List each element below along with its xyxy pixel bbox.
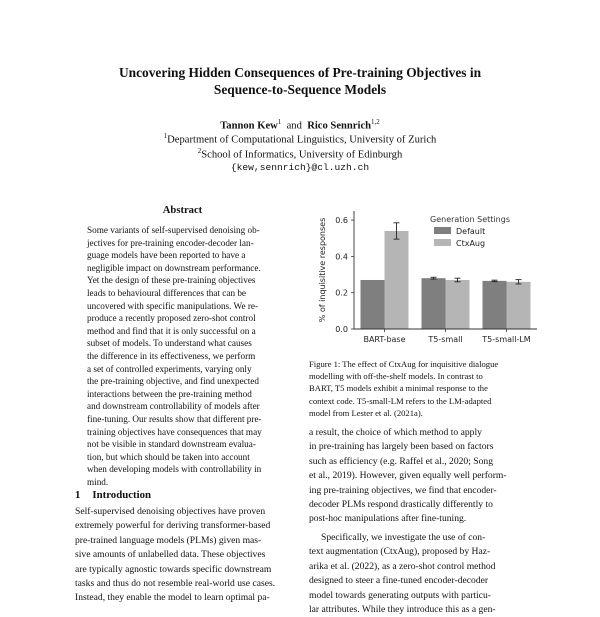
text-line: such as efficiency (e.g. Raffel et al., 2020; Song xyxy=(309,455,494,467)
text-line: jectives for pre-training encoder-decoder lan- xyxy=(87,237,254,248)
author-conjunction: and xyxy=(286,120,302,132)
text-line: and downstream controllability of models after xyxy=(87,401,260,412)
text-line: lar attributes. While they introduce this as a gen- xyxy=(309,604,496,616)
bar-default-t5-small-lm xyxy=(483,281,507,329)
text-line: training objectives have consequences that may xyxy=(87,426,262,437)
text-line: ing pre-training objectives, we find that encoder- xyxy=(309,484,497,496)
text-line: a set of controlled experiments, varying only xyxy=(87,363,252,374)
text-line: interactions between the pre-training method xyxy=(87,388,252,399)
figure-1-caption xyxy=(309,358,531,419)
bar-ctxaug-bart-base xyxy=(385,231,409,329)
text-line: guage models have been reported to have a xyxy=(87,250,246,261)
x-tick-label: BART-base xyxy=(363,335,406,344)
right-column-paragraph-1 xyxy=(309,426,531,527)
y-tick-label: 0.0 xyxy=(335,325,348,334)
text-line: model from Lester et al. (2021a). xyxy=(309,407,423,418)
text-line: context code. T5-small-LM refers to the LM-adapted xyxy=(309,395,492,406)
affil-text: Department of Computational Linguistics, University of Zurich xyxy=(167,134,437,146)
text-line: text augmentation (CtxAug), proposed by Haz- xyxy=(309,546,491,558)
text-line: et al., 2019). However, given equally well perform- xyxy=(309,470,507,482)
text-line: produce a recently proposed zero-shot control xyxy=(87,313,256,324)
text-line: tion, but which should be taken into account xyxy=(87,451,250,462)
text-line: decoder PLMs respond drastically differently to xyxy=(309,499,493,511)
text-line: fine-tuning. Our results show that different pre- xyxy=(87,413,262,424)
text-line: Instead, they enable the model to learn optimal pa- xyxy=(75,592,270,604)
text-line: in pre-training has largely been based on factors xyxy=(309,441,494,453)
text-line: a result, the choice of which method to apply xyxy=(309,427,482,438)
text-line: designed to steer a fine-tuned encoder-decoder xyxy=(309,575,489,587)
paper-title-line-2: Sequence-to-Sequence Models xyxy=(213,82,387,97)
abstract-body xyxy=(87,224,275,488)
legend-swatch-default xyxy=(434,227,451,234)
bar-ctxaug-t5-small xyxy=(446,280,470,329)
affil-mark: 1 xyxy=(163,132,168,140)
text-line: post-hoc manipulations after fine-tuning. xyxy=(309,513,467,525)
author-affil-mark: 1,2 xyxy=(371,118,380,126)
introduction-text xyxy=(75,505,297,606)
text-line: method and find that it is only successful on a xyxy=(87,325,256,336)
y-tick-label: 0.2 xyxy=(335,288,348,298)
text-line: Yet the design of these pre-training objectives xyxy=(87,275,256,286)
figure-1-chart xyxy=(309,208,539,356)
text-line: mind. xyxy=(87,476,109,487)
text-line: modelling with off-the-shelf models. In contrast to xyxy=(309,371,483,382)
text-line: uncovered with specific manipulations. We re- xyxy=(87,300,259,311)
text-line: not be visible in standard downstream evalua- xyxy=(87,439,256,450)
legend-title: Generation Settings xyxy=(430,215,510,224)
text-line: negligible impact on downstream performance. xyxy=(87,262,261,273)
right-column-paragraph-2 xyxy=(309,531,531,617)
paper-title-line-1: Uncovering Hidden Consequences of Pre-training Objectives in xyxy=(118,65,482,80)
affiliation-2 xyxy=(0,145,600,162)
text-line: the difference in its effectiveness, we perform xyxy=(87,350,256,361)
author-name: Tannon Kew xyxy=(220,120,278,132)
text-line: Some variants of self-supervised denoising ob- xyxy=(87,225,260,235)
text-line: Figure 1: The effect of CtxAug for inquisitive dialogue xyxy=(309,359,499,369)
legend-label-ctxaug: CtxAug xyxy=(456,239,486,248)
text-line: leads to behavioural differences that can be xyxy=(87,287,247,298)
text-line: Self-supervised denoising objectives have proven xyxy=(75,506,266,517)
text-line: sive amounts of unlabelled data. These objectives xyxy=(75,549,266,561)
text-line: pre-trained language models (PLMs) given mas- xyxy=(75,534,262,546)
affil-text: School of Informatics, University of Edinburgh xyxy=(201,149,403,161)
abstract-heading: Abstract xyxy=(162,205,203,216)
text-line: BART, T5 models exhibit a minimal response to the xyxy=(309,383,488,394)
bar-ctxaug-t5-small-lm xyxy=(507,282,531,329)
author-email: {kew,sennrich}@cl.uzh.ch xyxy=(230,162,370,173)
author-name: Rico Sennrich xyxy=(307,120,372,132)
text-line: arika et al. (2022), as a zero-shot control method xyxy=(309,560,496,572)
bar-default-t5-small xyxy=(422,278,446,329)
legend-swatch-ctxaug xyxy=(434,239,451,246)
x-tick-label: T5-small xyxy=(428,335,463,344)
y-tick-label: 0.4 xyxy=(335,252,348,262)
author-affil-mark: 1 xyxy=(277,118,282,126)
text-line: subset of models. To understand what causes xyxy=(87,338,252,349)
text-line: when developing models with controllability in xyxy=(87,464,262,475)
text-line: tasks and thus do not resemble real-world use cases. xyxy=(75,578,276,590)
y-tick-label: 0.6 xyxy=(335,216,348,226)
y-axis-label: % of inquisitive responses xyxy=(318,217,327,323)
x-tick-label: T5-small-LM xyxy=(482,335,531,344)
bar-default-bart-base xyxy=(361,280,385,329)
text-line: Specifically, we investigate the use of con- xyxy=(321,532,486,543)
text-line: the pre-training objective, and find unexpected xyxy=(87,376,259,387)
legend-label-default: Default xyxy=(456,227,486,236)
section-title: Introduction xyxy=(92,489,152,501)
section-heading-introduction xyxy=(75,489,163,501)
affil-mark: 2 xyxy=(197,147,202,155)
section-number: 1 xyxy=(75,489,81,501)
text-line: model towards generating outputs with particu- xyxy=(309,589,491,601)
text-line: are typically agnostic towards specific downstream xyxy=(75,563,272,575)
email-line xyxy=(0,161,600,174)
text-line: extremely powerful for deriving transformer-based xyxy=(75,520,271,532)
